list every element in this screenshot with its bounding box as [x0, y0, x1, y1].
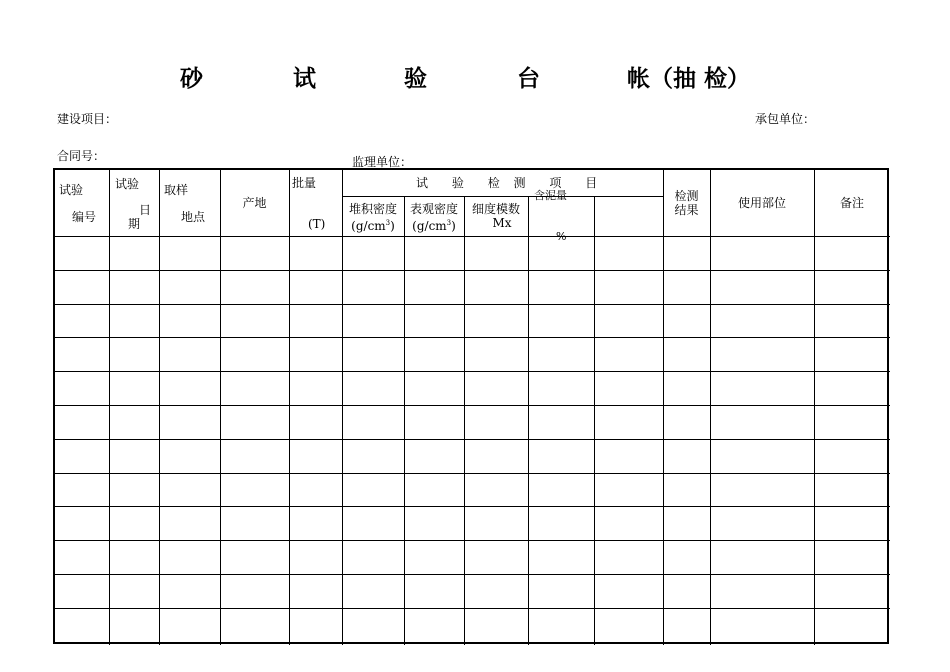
project-label: 建设项目： [57, 112, 118, 126]
header-test-date-line3: 期 [128, 217, 141, 231]
group-char-1: 试 [416, 176, 429, 190]
header-test-no-line1: 试验 [59, 183, 84, 197]
group-char-3: 检 [487, 176, 500, 190]
fineness-name: 细度模数 [471, 202, 520, 216]
header-test-no-line2: 编号 [72, 210, 97, 224]
contract-label: 合同号： [57, 149, 106, 163]
header-apparent-density [404, 202, 464, 233]
table-row [54, 406, 890, 439]
header-remarks: 备注 [839, 196, 864, 210]
table-row [54, 541, 890, 574]
header-test-items-group [416, 176, 597, 190]
header-sampling-line1: 取样 [164, 183, 189, 197]
group-char-6: 目 [585, 176, 598, 190]
group-char-4: 测 [513, 176, 526, 190]
title-char-4: 台 [517, 65, 540, 92]
result-line2: 结果 [674, 203, 699, 217]
sand-test-ledger-table [53, 168, 889, 644]
header-origin: 产地 [242, 196, 267, 210]
supervisor-label: 监理单位： [352, 155, 413, 169]
header-test-date-line2: 日 [139, 203, 152, 217]
contractor-label: 承包单位： [755, 112, 816, 126]
fineness-symbol: Mx [492, 216, 512, 230]
title-char-3: 验 [404, 65, 427, 92]
table-row [54, 474, 890, 506]
group-char-5: 项 [549, 176, 562, 190]
bulk-density-name: 堆积密度 [348, 202, 397, 216]
title-char-5: 帐（抽 检） [627, 65, 751, 92]
table-row [54, 372, 890, 405]
page-title [0, 60, 950, 92]
table-row [54, 507, 890, 540]
header-batch-line2: (T) [308, 217, 326, 231]
table-row [54, 271, 890, 304]
group-char-2: 验 [451, 176, 464, 190]
result-line1: 检测 [674, 189, 699, 203]
apparent-density-unit: $(g/cm^3)$ [412, 219, 456, 233]
header-test-result [663, 189, 710, 217]
table-row [54, 305, 890, 337]
apparent-density-name: 表观密度 [409, 202, 458, 216]
header-fineness-modulus [464, 202, 528, 230]
table-row [54, 338, 890, 371]
table-row [54, 609, 890, 644]
bulk-density-unit: $(g/cm^3)$ [351, 219, 395, 233]
header-test-date-line1: 试验 [115, 177, 140, 191]
table-row [54, 440, 890, 473]
silt-unit: % [556, 230, 567, 243]
header-batch-line1: 批量 [292, 176, 317, 190]
header-bulk-density [342, 202, 404, 233]
header-silt-content [529, 189, 594, 243]
header-sampling-line2: 地点 [181, 210, 206, 224]
table-row [54, 575, 890, 608]
silt-name: 含泥量 [534, 189, 567, 202]
title-char-2: 试 [293, 65, 316, 92]
table-row [54, 237, 890, 270]
title-char-1: 砂 [180, 65, 203, 92]
header-usage-location: 使用部位 [737, 196, 786, 210]
